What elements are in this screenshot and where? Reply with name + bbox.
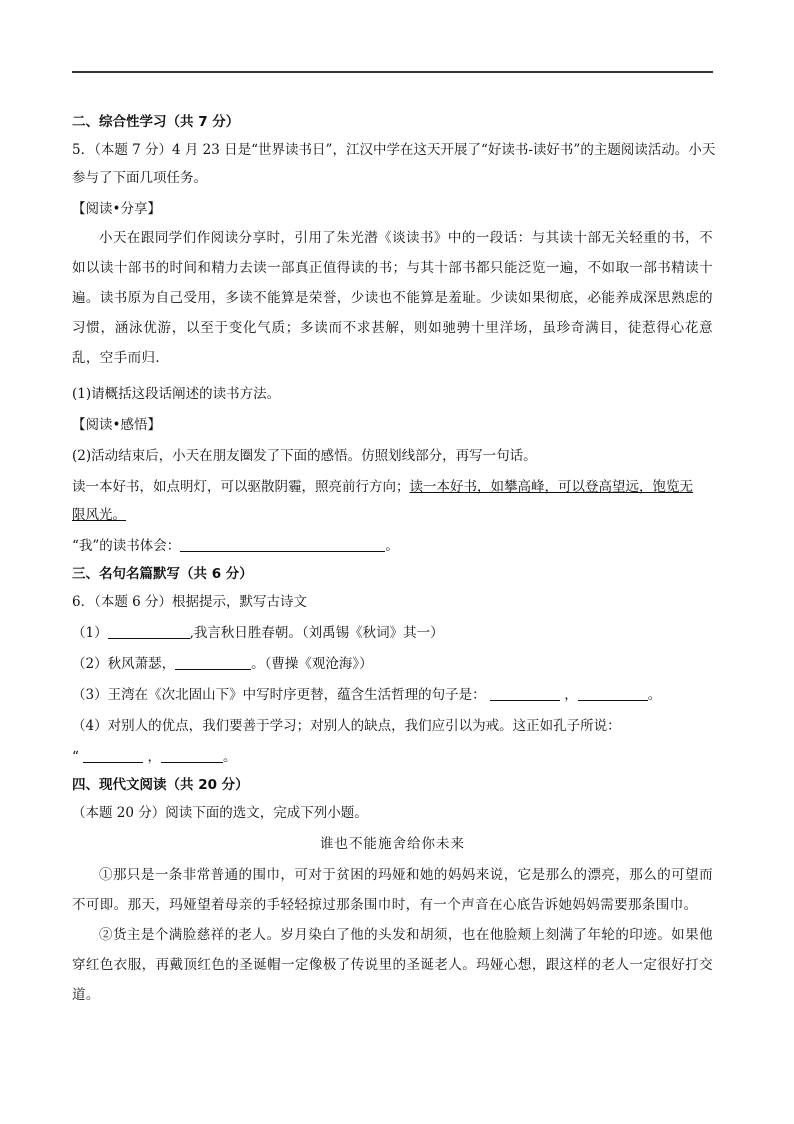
- section-4-title: 四、现代文阅读（共 20 分）: [72, 777, 249, 793]
- answer-blank-2[interactable]: [175, 655, 251, 670]
- q6-item-2: [72, 654, 713, 674]
- item-2-num: （2）秋风萧瑟，: [72, 656, 176, 672]
- item-1-text: ,我言秋日胜春朝。（刘禹锡《秋词》其一）: [189, 625, 444, 641]
- item-3-end: 。: [647, 687, 662, 703]
- q6-item-3: [72, 685, 713, 705]
- answer-blank-reflection[interactable]: [180, 537, 385, 552]
- tag-reading-feeling: 【阅读•感悟】: [72, 417, 161, 433]
- q5-stem-line-2: 参与了下面几项任务。: [72, 170, 207, 186]
- sample-sentence-line-1: [72, 477, 713, 497]
- q6-item-4-blanks: [72, 747, 713, 767]
- sample-underlined-2: 限风光。: [72, 507, 126, 523]
- article-title: 谁也不能施舍给你未来: [320, 836, 465, 852]
- item-1-num: （1）: [72, 625, 108, 641]
- item-2-text: 。（曹操《观沧海》）: [251, 656, 373, 672]
- item-3-sep: ，: [564, 687, 578, 703]
- answer-blank-3a[interactable]: [490, 686, 560, 701]
- answer-blank-1[interactable]: [108, 624, 190, 639]
- top-rule: [72, 71, 713, 73]
- article-paragraph-1: ①那只是一条非常普通的围巾，可对于贫困的玛娅和她的妈妈来说，它是那么的漂亮，那么的可望而不可即。那天，玛娅望着母亲的手轻轻掠过那条围巾时，有一个声音在心底告诉她妈妈需要那条围巾。: [72, 867, 713, 913]
- my-reflection-line: [72, 536, 713, 556]
- section-4-intro: （本题 20 分）阅读下面的选文，完成下列小题。: [72, 805, 368, 821]
- q6-stem: 6．（本题 6 分）根据提示，默写古诗文: [72, 594, 308, 610]
- my-reflection-label: “我”的读书体会：: [72, 538, 181, 554]
- answer-blank-3b[interactable]: [578, 686, 648, 701]
- article-paragraph-2: ②货主是个满脸慈祥的老人。岁月染白了他的头发和胡须，也在他脸颊上刻满了年轮的印迹。如果他穿红色衣服，再戴顶红色的圣诞帽一定像极了传说里的圣诞老人。玛娅心想，跟这样的老人一定很好打交道。: [72, 927, 713, 1003]
- section-3-title: 三、名句名篇默写（共 6 分）: [72, 566, 253, 582]
- my-reflection-end: 。: [385, 538, 399, 554]
- sample-sentence-line-2: [72, 505, 713, 525]
- item-4-open-quote: “: [72, 749, 79, 765]
- answer-blank-4a[interactable]: [83, 748, 143, 763]
- tag-reading-share: 【阅读•分享】: [72, 201, 161, 217]
- item-4-sep: ，: [147, 749, 161, 765]
- q5-stem-line-1: 5．（本题 7 分）4 月 23 日是“世界读书日”，江汉中学在这天开展了“好读书-读好书”的主题阅读活动。小天: [72, 142, 716, 158]
- exam-page: [72, 112, 716, 1010]
- q6-item-1: [72, 623, 713, 643]
- item-4-end: 。: [223, 749, 237, 765]
- section-2-title: 二、综合性学习（共 7 分）: [72, 114, 240, 130]
- sample-underlined-1: 读一本好书，如攀高峰，可以登高望远，饱览无: [409, 479, 693, 495]
- answer-blank-4b[interactable]: [161, 748, 223, 763]
- quote-zhu-guangqian: 小天在跟同学们作阅读分享时，引用了朱光潜《谈读书》中的一段话：与其读十部无关轻重的书，不如以读十部书的时间和精力去读一部真正值得读的书；与其十部书都只能泛览一遍，不如取一部书精读十遍。读书原为自己受用，多读不能算是荣誉，少读也不能算是羞耻。少读如果彻底，必能养成深思熟虑的习惯，涵泳优游，以至于变化气质；多读而不求甚解，则如驰骋十里洋场，虽珍奇满目，徒惹得心花意乱，空手而归．: [72, 230, 713, 366]
- q5-sub-2: (2)活动结束后，小天在朋友圈发了下面的感悟。仿照划线部分，再写一句话。: [72, 448, 537, 464]
- item-3-text: （3）王湾在《次北固山下》中写时序更替，蕴含生活哲理的句子是：: [72, 687, 486, 703]
- q5-sub-1: (1)请概括这段话阐述的读书方法。: [72, 386, 281, 402]
- sample-prefix: 读一本好书，如点明灯，可以驱散阴霾，照亮前行方向；: [72, 479, 410, 495]
- q6-item-4: （4）对别人的优点，我们要善于学习；对别人的缺点，我们应引以为戒。这正如孔子所说：: [72, 718, 621, 734]
